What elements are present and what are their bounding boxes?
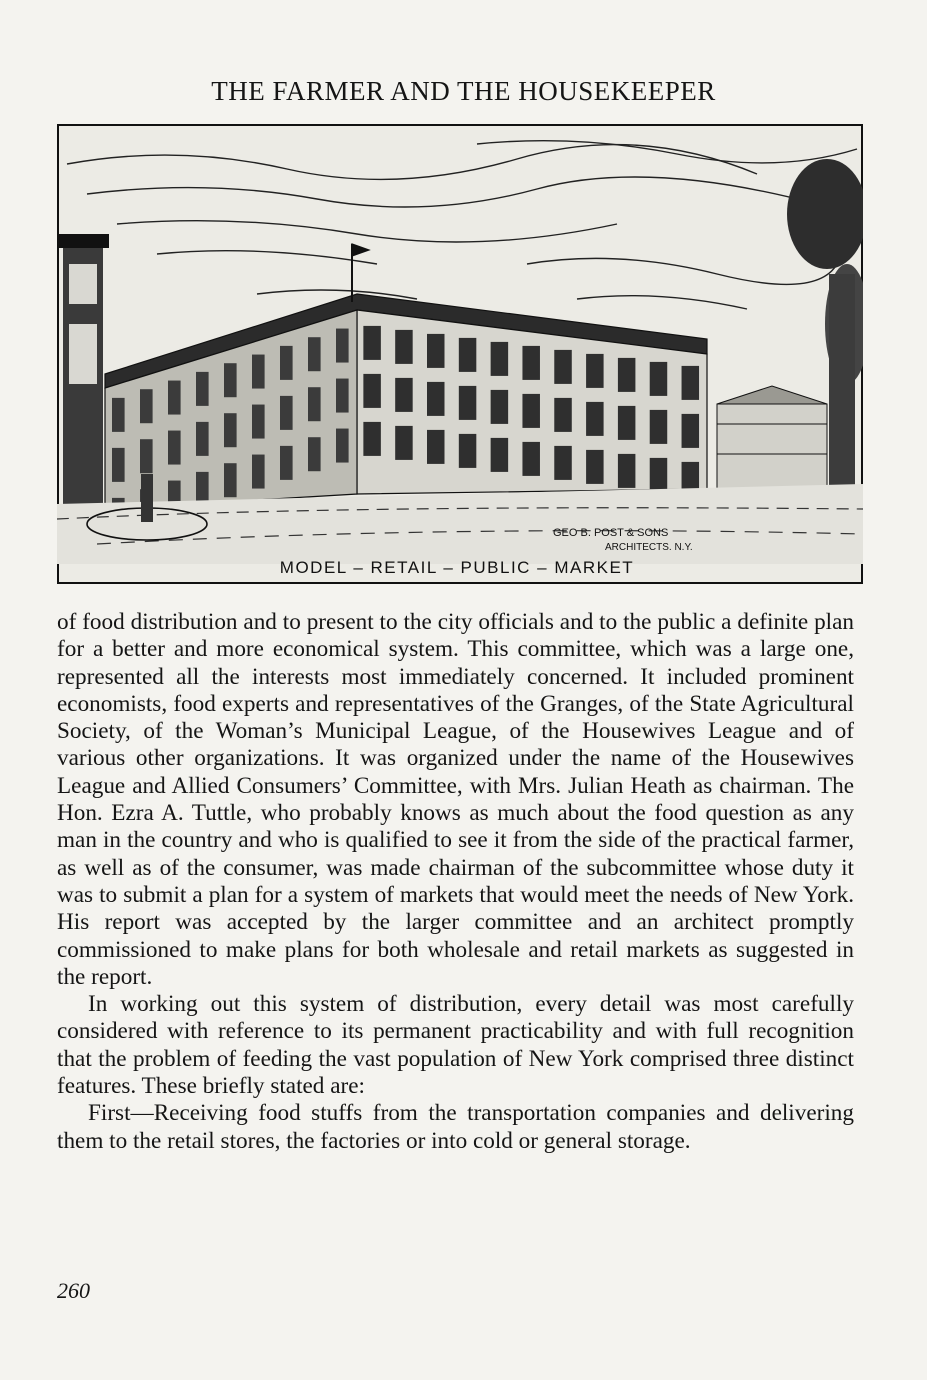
illustration-drawing <box>57 124 863 584</box>
illustration-caption: MODEL – RETAIL – PUBLIC – MARKET <box>279 558 635 577</box>
architect-signature-line2: ARCHITECTS. N.Y. <box>605 542 693 553</box>
page-number: 260 <box>57 1278 90 1303</box>
architect-signature: GEO B. POST & SONS <box>553 527 669 539</box>
paragraph-1: of food distribution and to present to the city officials and to the public a definite plan for a better and more economical system. This committee, which was a large one, represented all the interests most immediately concerned. It included prominent economists, food experts and representatives of the Granges, of the State Agricultural Society, of the Woman’s Municipal League, of the Housewives League and of various other organizations. It was organized under the name of the Housewives League and Allied Consumers’ Committee, with Mrs. Julian Heath as chairman. The Hon. Ezra A. Tuttle, who probably knows as much about the food question as any man in the country and who is qualified to see it from the side of the practical farmer, as well as of the consumer, was made chairman of the subcommittee whose duty it was to submit a plan for a system of markets that would meet the needs of New York. His report was accepted by the larger committee and an architect promptly commissioned to make plans for both wholesale and retail markets as suggested in the report. <box>57 609 854 990</box>
right-building <box>717 386 827 494</box>
left-tower <box>59 234 109 504</box>
paragraph-2: In working out this system of distribution, every detail was most carefully considered with reference to its permanent practicability and with full recognition that the problem of feeding the vast population of New York comprised three distinct features. These briefly stated are: <box>57 991 854 1100</box>
paragraph-3: First—Receiving food stuffs from the transportation companies and delivering them to the retail stores, the factories or into cold or general storage. <box>57 1100 854 1154</box>
running-head: THE FARMER AND THE HOUSEKEEPER <box>211 76 716 106</box>
market-building-illustration <box>57 124 863 584</box>
body-text <box>57 609 854 1155</box>
